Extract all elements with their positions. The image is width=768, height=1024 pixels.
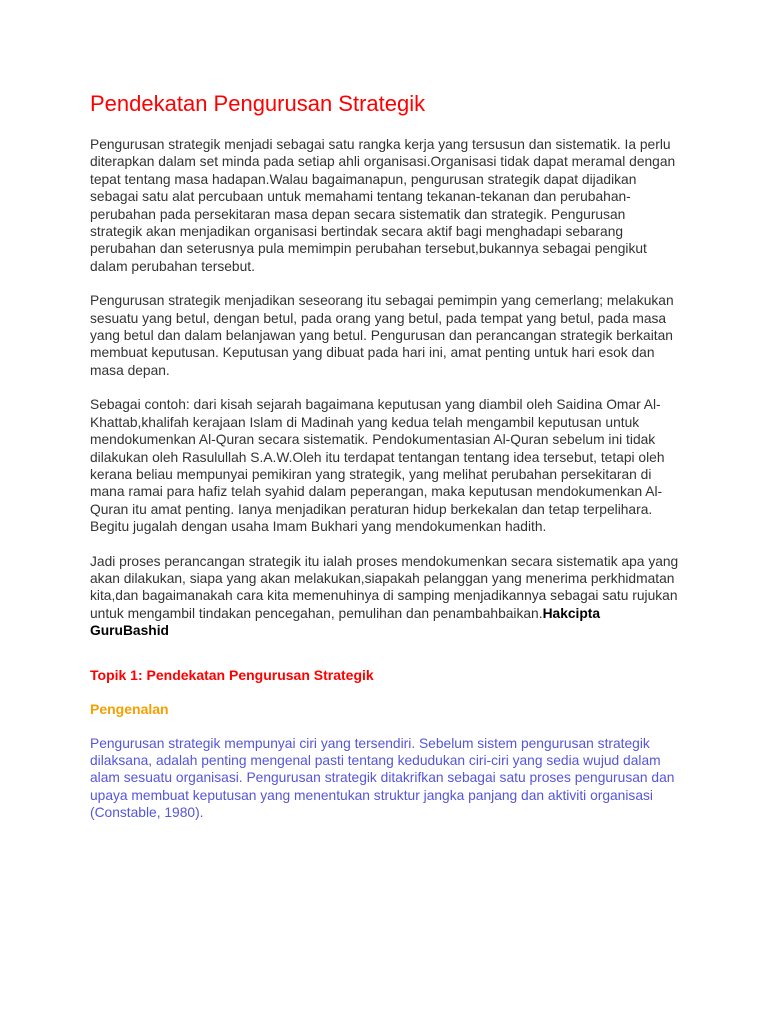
section-subheading: Pengenalan	[90, 700, 169, 717]
paragraph-intro: Pengurusan strategik menjadi sebagai satu rangka kerja yang tersusun dan sistematik. Ia perlu diterapkan dalam set minda pada setiap ahli organisasi.Organisasi tidak dapat meramal dengan tepat tentang masa hadapan.Walau bagaimanapun, pengurusan strategik dapat dijadikan sebagai satu alat percubaan untuk memahami tentang tekanan-tekanan dan perubahan-perubahan pada persekitaran masa depan secara sistematik dan strategik. Pengurusan strategik akan menjadikan organisasi bertindak secara aktif bagi menghadapi sebarang perubahan dan seterusnya pula memimpin perubahan tersebut,bukannya sebagai pengikut dalam perubahan tersebut.	[90, 137, 676, 274]
topic-intro-paragraph: Pengurusan strategik mempunyai ciri yang tersendiri. Sebelum sistem pengurusan strategik dilaksana, adalah penting mengenal pasti tentang kedudukan ciri-ciri yang sedia wujud dalam alam sesuatu organisasi. Pengurusan strategik ditakrifkan sebagai satu proses pengurusan dan upaya membuat keputusan yang menentukan struktur jangka panjang dan aktiviti organisasi (Constable, 1980).	[90, 735, 675, 821]
page-title: Pendekatan Pengurusan Strategik	[90, 91, 426, 116]
paragraph-conclusion	[90, 553, 680, 640]
document-page	[90, 88, 680, 822]
copyright-credit: Hakcipta GuruBashid	[90, 605, 601, 639]
topic-heading: Topik 1: Pendekatan Pengurusan Strategik	[90, 666, 374, 683]
paragraph-leadership: Pengurusan strategik menjadikan seseorang itu sebagai pemimpin yang cemerlang; melakukan sesuatu yang betul, dengan betul, pada orang yang betul, pada tempat yang betul, pada masa yang betul dan dalam belanjawan yang betul. Pengurusan dan perancangan strategik berkaitan membuat keputusan. Keputusan yang dibuat pada hari ini, amat penting untuk hari esok dan masa depan.	[90, 293, 674, 378]
paragraph-example: Sebagai contoh: dari kisah sejarah bagaimana keputusan yang diambil oleh Saidina Omar Al-Khattab,khalifah kerajaan Islam di Madinah yang kedua telah mengambil keputusan untuk mendokumenkan Al-Quran secara sistematik. Pendokumentasian Al-Quran sebelum ini tidak dilakukan oleh Rasulullah S.A.W.Oleh itu terdapat tentangan tentang idea tersebut, tetapi oleh kerana beliau mempunyai pemikiran yang strategik, yang melihat perubahan persekitaran di mana ramai para hafiz telah syahid dalam peperangan, maka keputusan mendokumenkan Al-Quran itu amat penting. Ianya menjadikan peraturan hidup berkekalan dan tetap terpelihara. Begitu jugalah dengan usaha Imam Bukhari yang mendokumenkan hadith.	[90, 397, 665, 535]
conclusion-text: Jadi proses perancangan strategik itu ialah proses mendokumenkan secara sistematik apa yang akan dilakukan, siapa yang akan melakukan,siapakah pelanggan yang menerima perkhidmatan kita,dan bagaimanakah cara kita memenuhinya di samping menjadikannya sebagai satu rujukan untuk mengambil tindakan pencegahan, pemulihan dan penambahbaikan.	[90, 553, 679, 621]
